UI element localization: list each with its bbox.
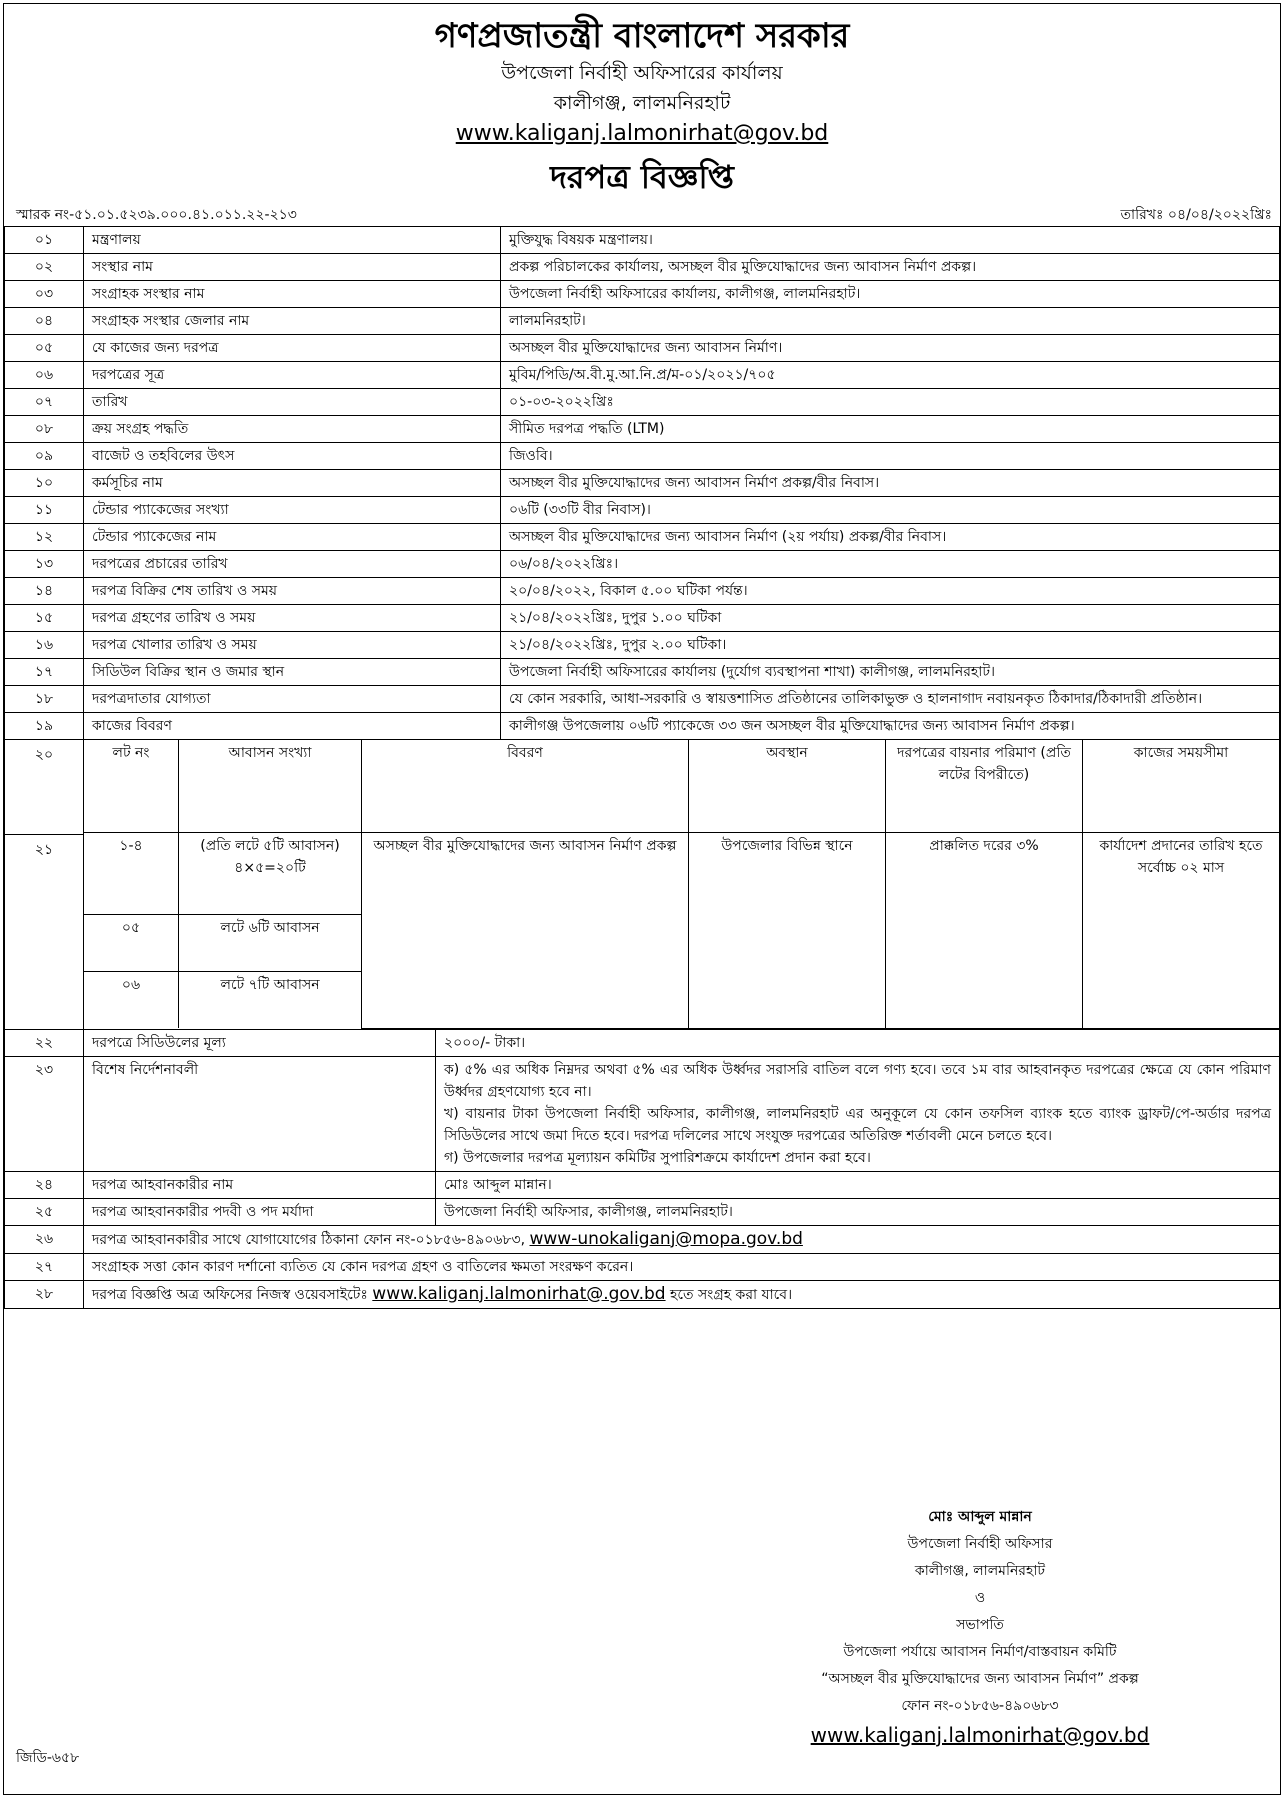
row-value: অসচ্ছল বীর মুক্তিযোদ্ধাদের জন্য আবাসন নির্মাণ (২য় পর্যায়) প্রকল্প/বীর নিবাস।: [501, 524, 1280, 551]
row-value: অসচ্ছল বীর মুক্তিযোদ্ধাদের জন্য আবাসন নির্মাণ।: [501, 335, 1280, 362]
row-27: [5, 1253, 1280, 1280]
row-number: ০১: [5, 227, 84, 254]
row-label: টেন্ডার প্যাকেজের সংখ্যা: [84, 497, 501, 524]
row-value: মুক্তিযুদ্ধ বিষয়ক মন্ত্রণালয়।: [501, 227, 1280, 254]
lot-header: লট নং: [84, 740, 179, 832]
header: [4, 4, 1280, 200]
row-value: ২০০০/- টাকা।: [436, 1030, 1280, 1057]
contact-text: দরপত্র আহবানকারীর সাথে যোগাযোগের ঠিকানা ফোন নং-০১৮৫৬-৪৯০৬৮৩,: [92, 1231, 526, 1248]
lot-earnest: প্রাক্কলিত দরের ৩%: [886, 832, 1083, 1028]
row-number: ১২: [5, 524, 84, 551]
row-value: ২০/০৪/২০২২, বিকাল ৫.০০ ঘটিকা পর্যন্ত।: [501, 578, 1280, 605]
info-row: [5, 470, 1280, 497]
info-row: [5, 227, 1280, 254]
info-row: [5, 551, 1280, 578]
lot-count: লটে ৭টি আবাসন: [179, 971, 362, 1028]
row-value: সীমিত দরপত্র পদ্ধতি (LTM): [501, 416, 1280, 443]
row-number: ২০: [5, 740, 83, 835]
lot-number: ১-৪: [84, 832, 179, 914]
row-label: যে কাজের জন্য দরপত্র: [84, 335, 501, 362]
row-value: প্রকল্প পরিচালকের কার্যালয়, অসচ্ছল বীর মুক্তিযোদ্ধাদের জন্য আবাসন নির্মাণ প্রকল্প।: [501, 254, 1280, 281]
memo-number: স্মারক নং-৫১.০১.৫২৩৯.০০০.৪১.০১১.২২-২১৩: [16, 207, 297, 223]
row-value: ০৬/০৪/২০২২খ্রিঃ।: [501, 551, 1280, 578]
row-value: উপজেলা নির্বাহী অফিসারের কার্যালয় (দুর্যোগ ব্যবস্থাপনা শাখা) কালীগঞ্জ, লালমনিরহাট।: [501, 659, 1280, 686]
row-26: [5, 1225, 1280, 1253]
lot-table-row: [5, 740, 1280, 1030]
lot-header: আবাসন সংখ্যা: [179, 740, 362, 832]
row-number: ১৮: [5, 686, 84, 713]
row-25: [5, 1198, 1280, 1225]
lot-header: কাজের সময়সীমা: [1083, 740, 1280, 832]
row-label: টেন্ডার প্যাকেজের নাম: [84, 524, 501, 551]
row-label: সংস্থার নাম: [84, 254, 501, 281]
signature-block: [720, 1504, 1240, 1750]
row-value: উপজেলা নির্বাহী অফিসারের কার্যালয়, কালীগঞ্জ, লালমনিরহাট।: [501, 281, 1280, 308]
row-label: দরপত্রের প্রচারের তারিখ: [84, 551, 501, 578]
office-name: উপজেলা নির্বাহী অফিসারের কার্যালয়: [501, 62, 783, 84]
row-value: মোঃ আব্দুল মান্নান।: [436, 1171, 1280, 1198]
row-number: ২৮: [5, 1280, 84, 1308]
row-value: সংগ্রাহক সত্তা কোন কারণ দর্শানো ব্যতিত যে কোন দরপত্র গ্রহণ ও বাতিলের ক্ষমতা সংরক্ষণ করেন।: [84, 1253, 1280, 1280]
row-label: কর্মসূচির নাম: [84, 470, 501, 497]
row-label: ক্রয় সংগ্রহ পদ্ধতি: [84, 416, 501, 443]
info-row: [5, 281, 1280, 308]
row-number: ১৯: [5, 713, 84, 740]
row-22: [5, 1030, 1280, 1057]
row-number: ২১: [34, 842, 54, 858]
lot-count: লটে ৬টি আবাসন: [179, 914, 362, 971]
info-row: [5, 389, 1280, 416]
row-label: বাজেট ও তহবিলের উৎস: [84, 443, 501, 470]
row-number: ০৫: [5, 335, 84, 362]
lot-header-row: [84, 740, 1279, 832]
row-value: লালমনিরহাট।: [501, 308, 1280, 335]
info-row: [5, 308, 1280, 335]
row-number: ১৫: [5, 605, 84, 632]
gd-number: জিডি-৬৫৮: [16, 1750, 80, 1766]
info-row: [5, 605, 1280, 632]
row-label: মন্ত্রণালয়: [84, 227, 501, 254]
row-label: কাজের বিবরণ: [84, 713, 501, 740]
row-number: ২৪: [5, 1171, 84, 1198]
row-value: ২১/০৪/২০২২খ্রিঃ, দুপুর ২.০০ ঘটিকা।: [501, 632, 1280, 659]
signatory-name: মোঃ আব্দুল মান্নান: [928, 1509, 1032, 1525]
signatory-place: কালীগঞ্জ, লালমনিরহাট: [914, 1563, 1046, 1579]
lot-number: ০৬: [84, 971, 179, 1028]
info-table: [4, 226, 1280, 1030]
row-number: ০৪: [5, 308, 84, 335]
info-row: [5, 254, 1280, 281]
info-row: [5, 497, 1280, 524]
lot-location: উপজেলার বিভিন্ন স্থানে: [689, 832, 886, 1028]
info-row: [5, 578, 1280, 605]
row-label: দরপত্রের সূত্র: [84, 362, 501, 389]
notice-title: দরপত্র বিজ্ঞপ্তি: [550, 158, 734, 196]
lot-header: বিবরণ: [362, 740, 689, 832]
row-number: ০৩: [5, 281, 84, 308]
row-number: ০৯: [5, 443, 84, 470]
info-row: [5, 713, 1280, 740]
lot-row: [84, 832, 1279, 914]
row-value: উপজেলা নির্বাহী অফিসার, কালীগঞ্জ, লালমনিরহাট।: [436, 1198, 1280, 1225]
row-value: [84, 1280, 1280, 1308]
info-row: [5, 416, 1280, 443]
row-label: সংগ্রাহক সংস্থার নাম: [84, 281, 501, 308]
row-value: অসচ্ছল বীর মুক্তিযোদ্ধাদের জন্য আবাসন নির্মাণ প্রকল্প/বীর নিবাস।: [501, 470, 1280, 497]
row-value: ০১-০৩-২০২২খ্রিঃ: [501, 389, 1280, 416]
row-label: সংগ্রাহক সংস্থার জেলার নাম: [84, 308, 501, 335]
instructions-table: [4, 1030, 1280, 1309]
lot-header: দরপত্রের বায়নার পরিমাণ (প্রতি লটের বিপরীতে): [886, 740, 1083, 832]
row-24: [5, 1171, 1280, 1198]
row-number: ২৭: [5, 1253, 84, 1280]
row-number: ২৫: [5, 1198, 84, 1225]
signatory-and: ও: [974, 1590, 986, 1606]
row-number: ০৮: [5, 416, 84, 443]
row-value: জিওবি।: [501, 443, 1280, 470]
lot-description: অসচ্ছল বীর মুক্তিযোদ্ধাদের জন্য আবাসন নির্মাণ প্রকল্প: [362, 832, 689, 1028]
row-number: ২৬: [5, 1225, 84, 1253]
row-number: ১৬: [5, 632, 84, 659]
signatory-committee: উপজেলা পর্যায়ে আবাসন নির্মাণ/বাস্তবায়ন কমিটি: [843, 1644, 1117, 1660]
row-label: দরপত্র আহবানকারীর পদবী ও পদ মর্যাদা: [84, 1198, 436, 1225]
row-number: ১০: [5, 470, 84, 497]
header-website-link[interactable]: www.kaliganj.lalmonirhat@gov.bd: [455, 121, 829, 146]
row-number: ১১: [5, 497, 84, 524]
instruction-item: গ) উপজেলার দরপত্র মূল্যায়ন কমিটির সুপারিশক্রমে কার্যাদেশ প্রদান করা হবে।: [444, 1149, 871, 1166]
signatory-phone: ফোন নং-০১৮৫৬-৪৯০৬৮৩: [901, 1698, 1059, 1714]
instruction-item: ক) ৫% এর অধিক নিম্নদর অথবা ৫% এর অধিক উর্ধ্বদর সরাসরি বাতিল বলে গণ্য হবে। তবে ১ম বার আহবানকৃত দরপত্রের ক্ষেত্রে যে কোন পরিমাণ উর্ধ্বদর গ্রহণযোগ্য হবে না।: [444, 1061, 1271, 1100]
website-suffix: হতে সংগ্রহ করা যাবে।: [670, 1286, 793, 1303]
row-label: তারিখ: [84, 389, 501, 416]
row-number: ০৬: [5, 362, 84, 389]
row-label: দরপত্রদাতার যোগ্যতা: [84, 686, 501, 713]
website-text: দরপত্র বিজ্ঞপ্তি অত্র অফিসের নিজস্ব ওয়েবসাইটেঃ: [92, 1286, 368, 1303]
memo-line: [4, 204, 1280, 226]
tender-notice-page: [3, 3, 1281, 1795]
row-label: দরপত্র আহবানকারীর নাম: [84, 1171, 436, 1198]
office-location: কালীগঞ্জ, লালমনিরহাট: [553, 92, 731, 114]
row-23: [5, 1056, 1280, 1171]
row-value: [84, 1225, 1280, 1253]
row-label: দরপত্র খোলার তারিখ ও সময়: [84, 632, 501, 659]
row-value: ০৬টি (৩৩টি বীর নিবাস)।: [501, 497, 1280, 524]
row-number: ২৩: [5, 1056, 84, 1171]
row-value: যে কোন সরকারি, আধা-সরকারি ও স্বায়ত্তশাসিত প্রতিষ্ঠানের তালিকাভুক্ত ও হালনাগাদ নবায়নকৃত ঠিকাদার/ঠিকাদারী প্রতিষ্ঠান।: [501, 686, 1280, 713]
website-link[interactable]: www.kaliganj.lalmonirhat@.gov.bd: [372, 1283, 666, 1304]
row-label: দরপত্র বিক্রির শেষ তারিখ ও সময়: [84, 578, 501, 605]
signatory-project: “অসচ্ছল বীর মুক্তিযোদ্ধাদের জন্য আবাসন নির্মাণ” প্রকল্প: [821, 1671, 1139, 1687]
info-row: [5, 362, 1280, 389]
row-label: দরপত্র গ্রহণের তারিখ ও সময়: [84, 605, 501, 632]
signatory-role: সভাপতি: [956, 1617, 1004, 1633]
lot-count: (প্রতি লটে ৫টি আবাসন) ৪×৫=২০টি: [179, 832, 362, 914]
lot-table: [84, 740, 1279, 1029]
info-row: [5, 524, 1280, 551]
signatory-website-link[interactable]: www.kaliganj.lalmonirhat@gov.bd: [810, 1723, 1150, 1747]
info-row: [5, 443, 1280, 470]
row-number: ১৩: [5, 551, 84, 578]
row-value: কালীগঞ্জ উপজেলায় ০৬টি প্যাকেজে ৩৩ জন অসচ্ছল বীর মুক্তিযোদ্ধাদের জন্য আবাসন নির্মাণ প্রকল্প।: [501, 713, 1280, 740]
signatory-title: উপজেলা নির্বাহী অফিসার: [907, 1536, 1053, 1552]
row-number: ০৭: [5, 389, 84, 416]
row-label: বিশেষ নির্দেশনাবলী: [84, 1056, 436, 1171]
lot-number: ০৫: [84, 914, 179, 971]
info-row: [5, 686, 1280, 713]
contact-email-link[interactable]: www-unokaliganj@mopa.gov.bd: [529, 1228, 803, 1249]
row-value: মুবিম/পিডি/অ.বী.মু.আ.নি.প্র/ম-০১/২০২১/৭০৫: [501, 362, 1280, 389]
row-28: [5, 1280, 1280, 1308]
govt-title: গণপ্রজাতন্ত্রী বাংলাদেশ সরকার: [434, 16, 850, 56]
row-number: ১৪: [5, 578, 84, 605]
row-number: ০২: [5, 254, 84, 281]
info-row: [5, 659, 1280, 686]
special-instructions: [436, 1056, 1280, 1171]
row-label: সিডিউল বিক্রির স্থান ও জমার স্থান: [84, 659, 501, 686]
info-row: [5, 335, 1280, 362]
lot-header: অবস্থান: [689, 740, 886, 832]
instruction-item: খ) বায়নার টাকা উপজেলা নির্বাহী অফিসার, কালীগঞ্জ, লালমনিরহাট এর অনুকূলে যে কোন তফসিল ব্যাংক হতে ব্যাংক ড্রাফট/পে-অর্ডার দরপত্র সিডিউলের সাথে জমা দিতে হবে। দরপত্র দলিলের সাথে সংযুক্ত দরপত্রের অতিরিক্ত শর্তাবলী মেনে চলতে হবে।: [444, 1105, 1271, 1144]
row-number: ২২: [5, 1030, 84, 1057]
memo-date: তারিখঃ ০৪/০৪/২০২২খ্রিঃ: [1120, 207, 1272, 223]
lot-duration: কার্যাদেশ প্রদানের তারিখ হতে সর্বোচ্চ ০২ মাস: [1083, 832, 1280, 1028]
row-value: ২১/০৪/২০২২খ্রিঃ, দুপুর ১.০০ ঘটিকা: [501, 605, 1280, 632]
row-label: দরপত্রে সিডিউলের মূল্য: [84, 1030, 436, 1057]
row-number: ১৭: [5, 659, 84, 686]
info-row: [5, 632, 1280, 659]
